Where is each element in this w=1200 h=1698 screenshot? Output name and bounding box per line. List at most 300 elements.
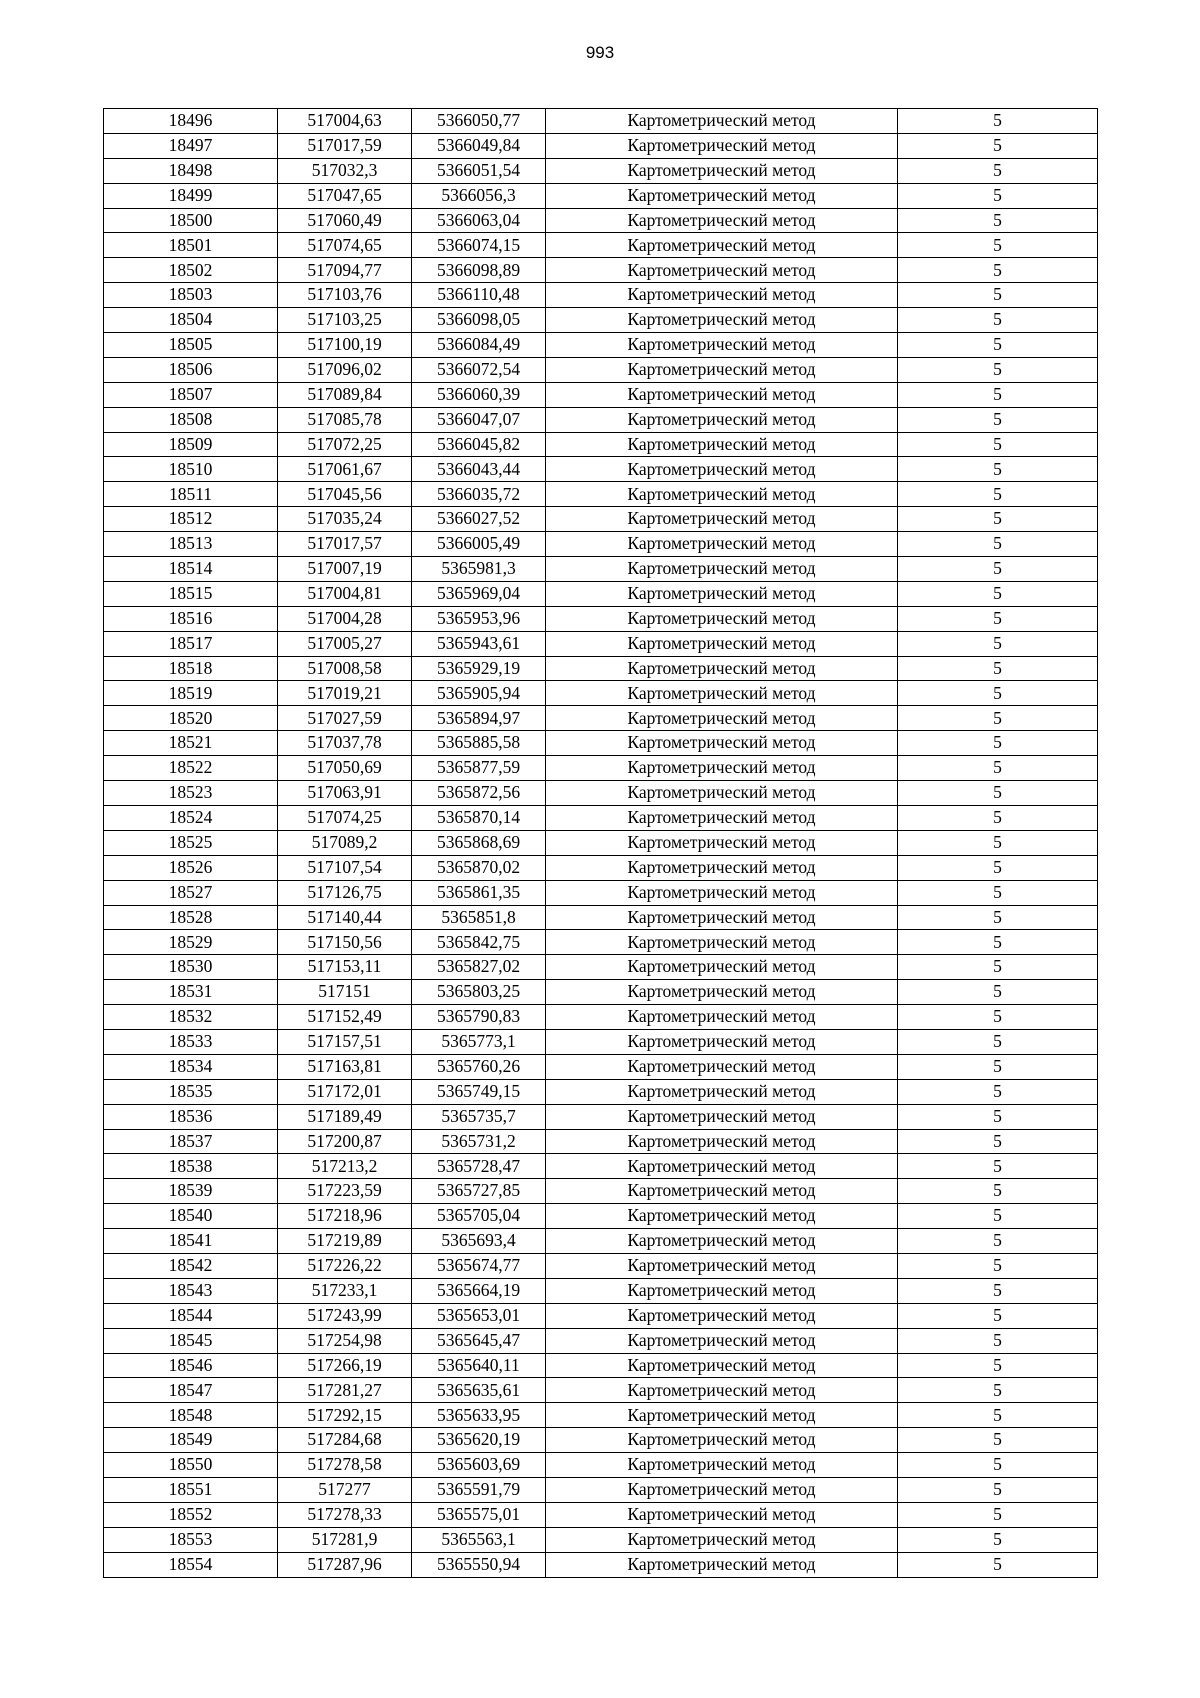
y-coordinate-cell: 5366043,44: [412, 457, 546, 482]
accuracy-cell: 5: [898, 1328, 1098, 1353]
method-cell: Картометрический метод: [546, 1054, 898, 1079]
x-coordinate-cell: 517278,33: [278, 1502, 412, 1527]
x-coordinate-cell: 517219,89: [278, 1229, 412, 1254]
x-coordinate-cell: 517189,49: [278, 1104, 412, 1129]
x-coordinate-cell: 517094,77: [278, 258, 412, 283]
table-row: [104, 1229, 1098, 1254]
accuracy-cell: 5: [898, 208, 1098, 233]
point-number-cell: 18521: [104, 731, 278, 756]
x-coordinate-cell: 517050,69: [278, 756, 412, 781]
y-coordinate-cell: 5365705,04: [412, 1204, 546, 1229]
y-coordinate-cell: 5365851,8: [412, 905, 546, 930]
method-cell: Картометрический метод: [546, 1005, 898, 1030]
table-row: [104, 133, 1098, 158]
y-coordinate-cell: 5365728,47: [412, 1154, 546, 1179]
x-coordinate-cell: 517017,57: [278, 532, 412, 557]
method-cell: Картометрический метод: [546, 1104, 898, 1129]
table-row: [104, 855, 1098, 880]
table-row: [104, 1403, 1098, 1428]
x-coordinate-cell: 517089,84: [278, 382, 412, 407]
accuracy-cell: 5: [898, 532, 1098, 557]
table-row: [104, 905, 1098, 930]
point-number-cell: 18543: [104, 1278, 278, 1303]
y-coordinate-cell: 5365877,59: [412, 756, 546, 781]
point-number-cell: 18510: [104, 457, 278, 482]
accuracy-cell: 5: [898, 109, 1098, 134]
accuracy-cell: 5: [898, 1129, 1098, 1154]
table-row: [104, 731, 1098, 756]
method-cell: Картометрический метод: [546, 133, 898, 158]
method-cell: Картометрический метод: [546, 382, 898, 407]
table-row: [104, 258, 1098, 283]
table-row: [104, 208, 1098, 233]
x-coordinate-cell: 517107,54: [278, 855, 412, 880]
y-coordinate-cell: 5365674,77: [412, 1253, 546, 1278]
method-cell: Картометрический метод: [546, 109, 898, 134]
accuracy-cell: 5: [898, 432, 1098, 457]
accuracy-cell: 5: [898, 980, 1098, 1005]
method-cell: Картометрический метод: [546, 1328, 898, 1353]
accuracy-cell: 5: [898, 482, 1098, 507]
y-coordinate-cell: 5366098,89: [412, 258, 546, 283]
accuracy-cell: 5: [898, 283, 1098, 308]
table-row: [104, 781, 1098, 806]
point-number-cell: 18550: [104, 1453, 278, 1478]
point-number-cell: 18547: [104, 1378, 278, 1403]
point-number-cell: 18500: [104, 208, 278, 233]
y-coordinate-cell: 5365640,11: [412, 1353, 546, 1378]
x-coordinate-cell: 517281,9: [278, 1527, 412, 1552]
point-number-cell: 18524: [104, 805, 278, 830]
table-row: [104, 581, 1098, 606]
table-row: [104, 830, 1098, 855]
point-number-cell: 18535: [104, 1079, 278, 1104]
method-cell: Картометрический метод: [546, 258, 898, 283]
table-row: [104, 1453, 1098, 1478]
point-number-cell: 18511: [104, 482, 278, 507]
method-cell: Картометрический метод: [546, 1477, 898, 1502]
y-coordinate-cell: 5365575,01: [412, 1502, 546, 1527]
x-coordinate-cell: 517004,63: [278, 109, 412, 134]
y-coordinate-cell: 5366084,49: [412, 333, 546, 358]
y-coordinate-cell: 5366045,82: [412, 432, 546, 457]
point-number-cell: 18525: [104, 830, 278, 855]
accuracy-cell: 5: [898, 407, 1098, 432]
table-row: [104, 955, 1098, 980]
accuracy-cell: 5: [898, 158, 1098, 183]
y-coordinate-cell: 5366098,05: [412, 308, 546, 333]
point-number-cell: 18530: [104, 955, 278, 980]
table-row: [104, 283, 1098, 308]
method-cell: Картометрический метод: [546, 208, 898, 233]
accuracy-cell: 5: [898, 357, 1098, 382]
table-row: [104, 1029, 1098, 1054]
method-cell: Картометрический метод: [546, 955, 898, 980]
y-coordinate-cell: 5365803,25: [412, 980, 546, 1005]
accuracy-cell: 5: [898, 233, 1098, 258]
accuracy-cell: 5: [898, 308, 1098, 333]
coordinates-table-body: [104, 109, 1098, 1578]
method-cell: Картометрический метод: [546, 357, 898, 382]
y-coordinate-cell: 5365861,35: [412, 880, 546, 905]
coordinates-table: [103, 108, 1098, 1578]
accuracy-cell: 5: [898, 1353, 1098, 1378]
accuracy-cell: 5: [898, 1303, 1098, 1328]
table-row: [104, 681, 1098, 706]
method-cell: Картометрический метод: [546, 1204, 898, 1229]
x-coordinate-cell: 517278,58: [278, 1453, 412, 1478]
accuracy-cell: 5: [898, 333, 1098, 358]
x-coordinate-cell: 517266,19: [278, 1353, 412, 1378]
method-cell: Картометрический метод: [546, 656, 898, 681]
x-coordinate-cell: 517292,15: [278, 1403, 412, 1428]
method-cell: Картометрический метод: [546, 980, 898, 1005]
y-coordinate-cell: 5365868,69: [412, 830, 546, 855]
accuracy-cell: 5: [898, 1079, 1098, 1104]
method-cell: Картометрический метод: [546, 507, 898, 532]
method-cell: Картометрический метод: [546, 1428, 898, 1453]
table-row: [104, 1428, 1098, 1453]
point-number-cell: 18531: [104, 980, 278, 1005]
y-coordinate-cell: 5365943,61: [412, 631, 546, 656]
table-row: [104, 1527, 1098, 1552]
point-number-cell: 18554: [104, 1552, 278, 1577]
accuracy-cell: 5: [898, 1179, 1098, 1204]
table-row: [104, 1154, 1098, 1179]
accuracy-cell: 5: [898, 1527, 1098, 1552]
x-coordinate-cell: 517213,2: [278, 1154, 412, 1179]
x-coordinate-cell: 517223,59: [278, 1179, 412, 1204]
method-cell: Картометрический метод: [546, 1079, 898, 1104]
point-number-cell: 18499: [104, 183, 278, 208]
point-number-cell: 18517: [104, 631, 278, 656]
y-coordinate-cell: 5366047,07: [412, 407, 546, 432]
table-row: [104, 1179, 1098, 1204]
y-coordinate-cell: 5365749,15: [412, 1079, 546, 1104]
point-number-cell: 18501: [104, 233, 278, 258]
accuracy-cell: 5: [898, 855, 1098, 880]
x-coordinate-cell: 517072,25: [278, 432, 412, 457]
table-row: [104, 308, 1098, 333]
x-coordinate-cell: 517254,98: [278, 1328, 412, 1353]
point-number-cell: 18527: [104, 880, 278, 905]
y-coordinate-cell: 5365620,19: [412, 1428, 546, 1453]
table-row: [104, 1378, 1098, 1403]
y-coordinate-cell: 5365953,96: [412, 606, 546, 631]
method-cell: Картометрический метод: [546, 781, 898, 806]
x-coordinate-cell: 517004,81: [278, 581, 412, 606]
method-cell: Картометрический метод: [546, 1129, 898, 1154]
table-row: [104, 557, 1098, 582]
method-cell: Картометрический метод: [546, 606, 898, 631]
y-coordinate-cell: 5365827,02: [412, 955, 546, 980]
point-number-cell: 18549: [104, 1428, 278, 1453]
method-cell: Картометрический метод: [546, 1229, 898, 1254]
x-coordinate-cell: 517035,24: [278, 507, 412, 532]
method-cell: Картометрический метод: [546, 532, 898, 557]
table-row: [104, 1054, 1098, 1079]
y-coordinate-cell: 5366056,3: [412, 183, 546, 208]
x-coordinate-cell: 517004,28: [278, 606, 412, 631]
x-coordinate-cell: 517045,56: [278, 482, 412, 507]
y-coordinate-cell: 5365870,02: [412, 855, 546, 880]
accuracy-cell: 5: [898, 1502, 1098, 1527]
accuracy-cell: 5: [898, 1428, 1098, 1453]
y-coordinate-cell: 5365760,26: [412, 1054, 546, 1079]
x-coordinate-cell: 517218,96: [278, 1204, 412, 1229]
table-row: [104, 183, 1098, 208]
accuracy-cell: 5: [898, 1005, 1098, 1030]
point-number-cell: 18508: [104, 407, 278, 432]
accuracy-cell: 5: [898, 706, 1098, 731]
x-coordinate-cell: 517103,76: [278, 283, 412, 308]
y-coordinate-cell: 5365563,1: [412, 1527, 546, 1552]
y-coordinate-cell: 5366049,84: [412, 133, 546, 158]
accuracy-cell: 5: [898, 1204, 1098, 1229]
table-row: [104, 532, 1098, 557]
x-coordinate-cell: 517096,02: [278, 357, 412, 382]
method-cell: Картометрический метод: [546, 1029, 898, 1054]
accuracy-cell: 5: [898, 1154, 1098, 1179]
accuracy-cell: 5: [898, 656, 1098, 681]
point-number-cell: 18534: [104, 1054, 278, 1079]
accuracy-cell: 5: [898, 183, 1098, 208]
table-row: [104, 432, 1098, 457]
method-cell: Картометрический метод: [546, 1527, 898, 1552]
point-number-cell: 18509: [104, 432, 278, 457]
x-coordinate-cell: 517063,91: [278, 781, 412, 806]
method-cell: Картометрический метод: [546, 731, 898, 756]
method-cell: Картометрический метод: [546, 308, 898, 333]
table-row: [104, 109, 1098, 134]
table-row: [104, 930, 1098, 955]
table-row: [104, 1552, 1098, 1577]
x-coordinate-cell: 517017,59: [278, 133, 412, 158]
point-number-cell: 18533: [104, 1029, 278, 1054]
table-row: [104, 357, 1098, 382]
table-row: [104, 1502, 1098, 1527]
point-number-cell: 18536: [104, 1104, 278, 1129]
x-coordinate-cell: 517140,44: [278, 905, 412, 930]
table-row: [104, 1353, 1098, 1378]
table-row: [104, 756, 1098, 781]
accuracy-cell: 5: [898, 1403, 1098, 1428]
point-number-cell: 18522: [104, 756, 278, 781]
accuracy-cell: 5: [898, 731, 1098, 756]
x-coordinate-cell: 517243,99: [278, 1303, 412, 1328]
accuracy-cell: 5: [898, 631, 1098, 656]
x-coordinate-cell: 517027,59: [278, 706, 412, 731]
point-number-cell: 18520: [104, 706, 278, 731]
method-cell: Картометрический метод: [546, 631, 898, 656]
x-coordinate-cell: 517157,51: [278, 1029, 412, 1054]
point-number-cell: 18541: [104, 1229, 278, 1254]
y-coordinate-cell: 5365894,97: [412, 706, 546, 731]
y-coordinate-cell: 5365727,85: [412, 1179, 546, 1204]
y-coordinate-cell: 5365870,14: [412, 805, 546, 830]
point-number-cell: 18506: [104, 357, 278, 382]
table-row: [104, 158, 1098, 183]
y-coordinate-cell: 5365842,75: [412, 930, 546, 955]
y-coordinate-cell: 5365645,47: [412, 1328, 546, 1353]
method-cell: Картометрический метод: [546, 482, 898, 507]
accuracy-cell: 5: [898, 1453, 1098, 1478]
x-coordinate-cell: 517032,3: [278, 158, 412, 183]
table-row: [104, 233, 1098, 258]
y-coordinate-cell: 5366074,15: [412, 233, 546, 258]
y-coordinate-cell: 5366110,48: [412, 283, 546, 308]
table-row: [104, 1204, 1098, 1229]
table-row: [104, 382, 1098, 407]
accuracy-cell: 5: [898, 1229, 1098, 1254]
point-number-cell: 18546: [104, 1353, 278, 1378]
point-number-cell: 18514: [104, 557, 278, 582]
method-cell: Картометрический метод: [546, 432, 898, 457]
method-cell: Картометрический метод: [546, 930, 898, 955]
point-number-cell: 18529: [104, 930, 278, 955]
method-cell: Картометрический метод: [546, 1453, 898, 1478]
accuracy-cell: 5: [898, 606, 1098, 631]
point-number-cell: 18545: [104, 1328, 278, 1353]
y-coordinate-cell: 5366035,72: [412, 482, 546, 507]
accuracy-cell: 5: [898, 1552, 1098, 1577]
method-cell: Картометрический метод: [546, 1154, 898, 1179]
accuracy-cell: 5: [898, 1054, 1098, 1079]
table-row: [104, 880, 1098, 905]
x-coordinate-cell: 517226,22: [278, 1253, 412, 1278]
point-number-cell: 18542: [104, 1253, 278, 1278]
point-number-cell: 18507: [104, 382, 278, 407]
y-coordinate-cell: 5365735,7: [412, 1104, 546, 1129]
x-coordinate-cell: 517103,25: [278, 308, 412, 333]
y-coordinate-cell: 5366063,04: [412, 208, 546, 233]
x-coordinate-cell: 517061,67: [278, 457, 412, 482]
method-cell: Картометрический метод: [546, 855, 898, 880]
point-number-cell: 18528: [104, 905, 278, 930]
method-cell: Картометрический метод: [546, 1179, 898, 1204]
x-coordinate-cell: 517074,25: [278, 805, 412, 830]
accuracy-cell: 5: [898, 1477, 1098, 1502]
table-row: [104, 333, 1098, 358]
point-number-cell: 18548: [104, 1403, 278, 1428]
accuracy-cell: 5: [898, 1278, 1098, 1303]
table-row: [104, 507, 1098, 532]
y-coordinate-cell: 5366051,54: [412, 158, 546, 183]
point-number-cell: 18518: [104, 656, 278, 681]
point-number-cell: 18538: [104, 1154, 278, 1179]
accuracy-cell: 5: [898, 1253, 1098, 1278]
point-number-cell: 18497: [104, 133, 278, 158]
accuracy-cell: 5: [898, 681, 1098, 706]
accuracy-cell: 5: [898, 557, 1098, 582]
point-number-cell: 18496: [104, 109, 278, 134]
accuracy-cell: 5: [898, 955, 1098, 980]
page-number: 993: [585, 43, 615, 62]
y-coordinate-cell: 5365872,56: [412, 781, 546, 806]
table-row: [104, 1129, 1098, 1154]
x-coordinate-cell: 517151: [278, 980, 412, 1005]
method-cell: Картометрический метод: [546, 880, 898, 905]
method-cell: Картометрический метод: [546, 1278, 898, 1303]
table-row: [104, 706, 1098, 731]
table-row: [104, 1104, 1098, 1129]
table-row: [104, 407, 1098, 432]
x-coordinate-cell: 517287,96: [278, 1552, 412, 1577]
table-row: [104, 1253, 1098, 1278]
point-number-cell: 18519: [104, 681, 278, 706]
method-cell: Картометрический метод: [546, 1502, 898, 1527]
point-number-cell: 18537: [104, 1129, 278, 1154]
x-coordinate-cell: 517163,81: [278, 1054, 412, 1079]
method-cell: Картометрический метод: [546, 830, 898, 855]
y-coordinate-cell: 5365731,2: [412, 1129, 546, 1154]
x-coordinate-cell: 517152,49: [278, 1005, 412, 1030]
table-row: [104, 457, 1098, 482]
x-coordinate-cell: 517019,21: [278, 681, 412, 706]
x-coordinate-cell: 517233,1: [278, 1278, 412, 1303]
method-cell: Картометрический метод: [546, 158, 898, 183]
accuracy-cell: 5: [898, 1378, 1098, 1403]
method-cell: Картометрический метод: [546, 1403, 898, 1428]
method-cell: Картометрический метод: [546, 183, 898, 208]
y-coordinate-cell: 5365905,94: [412, 681, 546, 706]
method-cell: Картометрический метод: [546, 681, 898, 706]
accuracy-cell: 5: [898, 1029, 1098, 1054]
point-number-cell: 18544: [104, 1303, 278, 1328]
accuracy-cell: 5: [898, 781, 1098, 806]
y-coordinate-cell: 5365981,3: [412, 557, 546, 582]
point-number-cell: 18523: [104, 781, 278, 806]
method-cell: Картометрический метод: [546, 706, 898, 731]
accuracy-cell: 5: [898, 930, 1098, 955]
y-coordinate-cell: 5365653,01: [412, 1303, 546, 1328]
table-row: [104, 1278, 1098, 1303]
point-number-cell: 18532: [104, 1005, 278, 1030]
table-row: [104, 631, 1098, 656]
y-coordinate-cell: 5366072,54: [412, 357, 546, 382]
accuracy-cell: 5: [898, 382, 1098, 407]
table-row: [104, 1079, 1098, 1104]
point-number-cell: 18540: [104, 1204, 278, 1229]
y-coordinate-cell: 5366050,77: [412, 109, 546, 134]
x-coordinate-cell: 517100,19: [278, 333, 412, 358]
x-coordinate-cell: 517153,11: [278, 955, 412, 980]
x-coordinate-cell: 517126,75: [278, 880, 412, 905]
y-coordinate-cell: 5365969,04: [412, 581, 546, 606]
method-cell: Картометрический метод: [546, 805, 898, 830]
method-cell: Картометрический метод: [546, 283, 898, 308]
x-coordinate-cell: 517085,78: [278, 407, 412, 432]
y-coordinate-cell: 5366027,52: [412, 507, 546, 532]
point-number-cell: 18539: [104, 1179, 278, 1204]
y-coordinate-cell: 5366005,49: [412, 532, 546, 557]
x-coordinate-cell: 517007,19: [278, 557, 412, 582]
table-row: [104, 980, 1098, 1005]
accuracy-cell: 5: [898, 258, 1098, 283]
point-number-cell: 18503: [104, 283, 278, 308]
y-coordinate-cell: 5365929,19: [412, 656, 546, 681]
point-number-cell: 18504: [104, 308, 278, 333]
table-row: [104, 805, 1098, 830]
point-number-cell: 18526: [104, 855, 278, 880]
x-coordinate-cell: 517008,58: [278, 656, 412, 681]
x-coordinate-cell: 517089,2: [278, 830, 412, 855]
accuracy-cell: 5: [898, 457, 1098, 482]
point-number-cell: 18512: [104, 507, 278, 532]
x-coordinate-cell: 517284,68: [278, 1428, 412, 1453]
y-coordinate-cell: 5365773,1: [412, 1029, 546, 1054]
method-cell: Картометрический метод: [546, 905, 898, 930]
